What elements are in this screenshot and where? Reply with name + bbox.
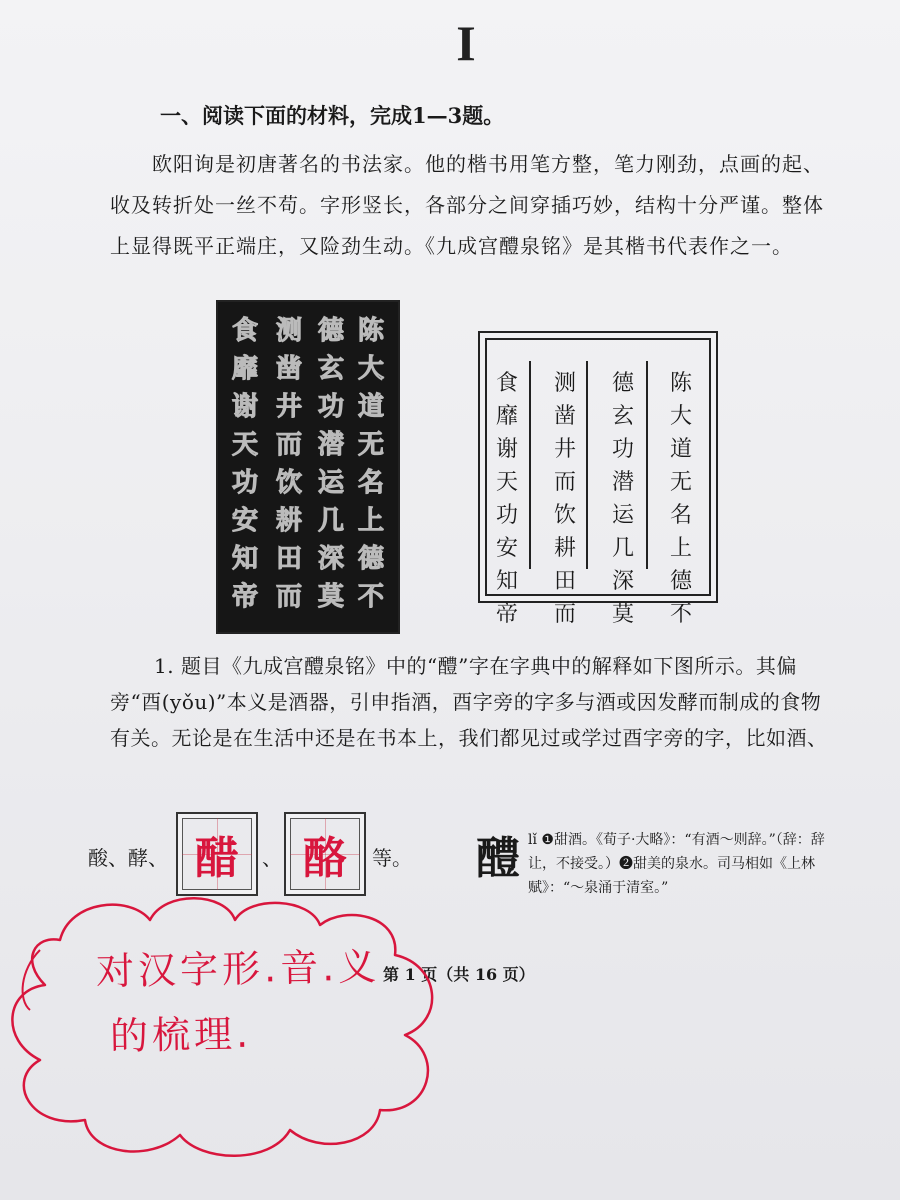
page-footer: 第 1 页（共 16 页） [383, 965, 535, 984]
handwritten-note-line-1: 对汉字形.音.义 [95, 944, 381, 994]
rubbing-column: 德 玄 功 潜 运 几 深 莫 [317, 316, 344, 612]
transcription-column: 食 靡 谢 天 功 安 知 帝 [495, 371, 518, 627]
dictionary-headword: 醴 [476, 833, 520, 884]
answer-prefix: 酸、酵、 [88, 846, 168, 870]
answer-suffix: 等。 [372, 846, 412, 870]
answer-separator: 、 [262, 846, 282, 870]
page-label: I [456, 15, 476, 71]
rubbing-column: 测 凿 井 而 饮 耕 田 而 [275, 316, 302, 612]
question-1: 1. 题目《九成宫醴泉铭》中的“醴”字在字典中的解释如下图所示。其偏旁“酉(yǒu)”本义是酒器，引申指酒，酉字旁的字多与酒或因发酵而制成的食物有关。无论是在生活中还是在书本上，我们都见过或学过酉字旁的字，比如酒、 [110, 654, 828, 750]
column-divider [586, 361, 588, 569]
handwritten-note-line-2: 的梳理. [109, 1011, 253, 1059]
reading-passage: 欧阳询是初唐著名的书法家。他的楷书用笔方整，笔力刚劲，点画的起、收及转折处一丝不苟。字形竖长，各部分之间穿插巧妙，结构十分严谨。整体上显得既平正端庄，又险劲生动。《九成宫醴泉铭》是其楷书代表作之一。 [110, 152, 824, 258]
dictionary-entry: lǐ ❶甜酒。《荀子·大略》：“有酒～则辞。”（辞：辞让，不接受。）❷甜美的泉水。司马相如《上林赋》：“～泉涌于清室。” [528, 832, 825, 896]
rubbing-column: 食 靡 谢 天 功 安 知 帝 [231, 316, 258, 612]
calligraphy-rubbing-image [218, 302, 398, 632]
rubbing-column: 陈 大 道 无 名 上 德 不 [357, 316, 384, 612]
section-heading: 一、阅读下面的材料，完成1—3题。 [160, 103, 505, 128]
handwritten-answer: 酪 [303, 833, 347, 884]
transcription-box [478, 331, 718, 627]
transcription-column: 陈 大 道 无 名 上 德 不 [669, 371, 692, 627]
transcription-column: 德 玄 功 潜 运 几 深 莫 [611, 371, 634, 627]
column-divider [646, 361, 648, 569]
transcription-column: 测 凿 井 而 饮 耕 田 而 [553, 371, 576, 627]
column-divider [529, 361, 531, 569]
handwritten-answer: 醋 [195, 833, 239, 884]
